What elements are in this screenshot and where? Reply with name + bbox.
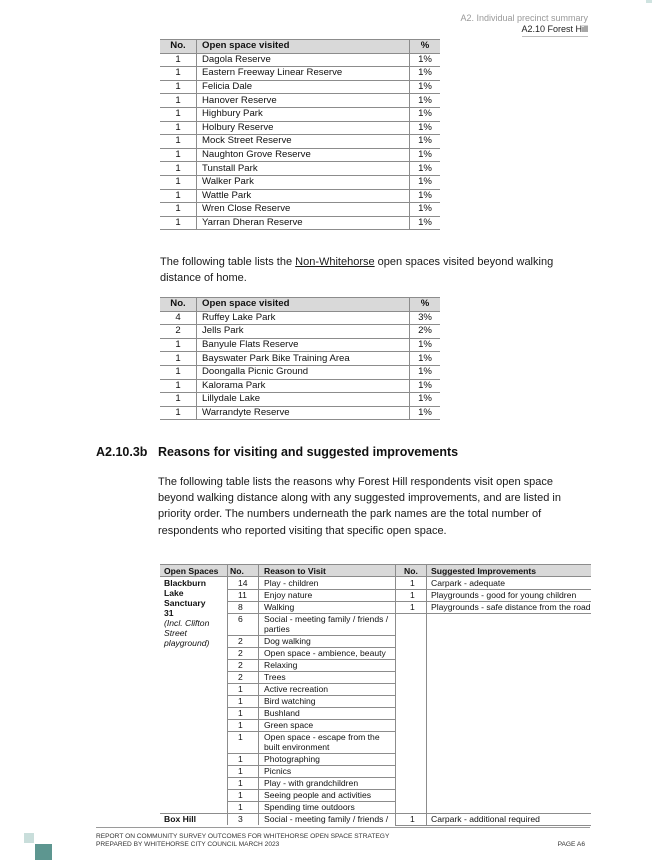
- row-divider: [395, 613, 591, 614]
- table-row: [160, 365, 440, 379]
- reason-text: Walking: [264, 602, 295, 612]
- table-row: [160, 148, 440, 162]
- reason-text: Bird watching: [264, 696, 316, 706]
- column-divider: [258, 813, 259, 825]
- reason-count: 1: [238, 790, 243, 800]
- row-name: Kalorama Park: [197, 379, 410, 393]
- improvement-count: 1: [410, 578, 415, 588]
- row-name: Highbury Park: [197, 107, 410, 121]
- table-row: [160, 107, 440, 121]
- row-name: Jells Park: [197, 325, 410, 339]
- footer-line-1: REPORT ON COMMUNITY SURVEY OUTCOMES FOR WHITEHORSE OPEN SPACE STRATEGY: [96, 833, 390, 840]
- reason-text: Enjoy nature: [264, 590, 313, 600]
- footer-line-2: PREPARED BY WHITEHORSE CITY COUNCIL MARCH 2023: [96, 841, 280, 848]
- row-name: Ruffey Lake Park: [197, 311, 410, 325]
- row-name: Felicia Dale: [197, 80, 410, 94]
- reason-count: 11: [238, 590, 247, 600]
- reason-text: Green space: [264, 720, 314, 730]
- col-header-name: Open space visited: [197, 298, 410, 312]
- reason-text: built environment: [264, 742, 330, 752]
- row-pct: 1%: [410, 94, 441, 108]
- row-no: 1: [160, 203, 197, 217]
- reason-text: Spending time outdoors: [264, 802, 355, 812]
- row-divider: [395, 825, 591, 826]
- corner-accent: [646, 0, 652, 3]
- header-section: A2. Individual precinct summary: [460, 13, 588, 23]
- para-underlined-term: Non-Whitehorse: [295, 256, 375, 268]
- reason-text: Active recreation: [264, 684, 329, 694]
- reason-text: Social - meeting family / friends /: [264, 814, 389, 824]
- improvement-count: 1: [410, 590, 415, 600]
- row-no: 1: [160, 352, 197, 366]
- row-name: Warrandyte Reserve: [197, 406, 410, 420]
- row-pct: 3%: [410, 311, 441, 325]
- reason-text: Dog walking: [264, 636, 311, 646]
- open-space-table-whitehorse: [160, 39, 440, 230]
- section-title: Reasons for visiting and suggested improvements: [158, 445, 459, 459]
- reason-text: Play - with grandchildren: [264, 778, 359, 788]
- page-header: [460, 13, 588, 35]
- row-pct: 1%: [410, 203, 441, 217]
- reason-text: Social - meeting family / friends /: [264, 614, 389, 624]
- improvement-text: Playgrounds - safe distance from the road: [431, 602, 591, 612]
- reason-count: 2: [238, 660, 243, 670]
- column-divider: [426, 577, 427, 813]
- table-row: [160, 175, 440, 189]
- col-header-pct: %: [410, 298, 441, 312]
- row-name: Holbury Reserve: [197, 121, 410, 135]
- row-name: Wren Close Reserve: [197, 203, 410, 217]
- row-pct: 1%: [410, 53, 441, 67]
- intro-paragraph-non-whitehorse: [160, 255, 570, 286]
- reason-text: Trees: [264, 672, 286, 682]
- reason-count: 1: [238, 732, 243, 742]
- page-number: PAGE A6: [557, 841, 585, 848]
- row-no: 1: [160, 379, 197, 393]
- footer: [96, 833, 389, 849]
- table-row: [160, 121, 440, 135]
- table-row: [160, 325, 440, 339]
- reason-count: 1: [238, 708, 243, 718]
- column-divider: [227, 564, 228, 577]
- reason-count: 1: [238, 802, 243, 812]
- improvement-count: 1: [410, 602, 415, 612]
- reason-text: Photographing: [264, 754, 320, 764]
- row-no: 1: [160, 162, 197, 176]
- improvement-text: Playgrounds - good for young children: [431, 590, 577, 600]
- row-no: 1: [160, 121, 197, 135]
- reason-text: Seeing people and activities: [264, 790, 372, 800]
- para-text-after: open spaces visited beyond walking distance of home.: [160, 256, 554, 284]
- improvement-text: Carpark - additional required: [431, 814, 540, 824]
- reason-text: Bushland: [264, 708, 300, 718]
- open-space-note: playground): [164, 638, 210, 648]
- row-name: Bayswater Park Bike Training Area: [197, 352, 410, 366]
- table-row: [160, 94, 440, 108]
- row-no: 1: [160, 67, 197, 81]
- row-pct: 1%: [410, 379, 441, 393]
- table-row: [160, 53, 440, 67]
- col-header-reason: Reason to Visit: [264, 566, 326, 576]
- row-pct: 1%: [410, 393, 441, 407]
- row-no: 1: [160, 393, 197, 407]
- row-pct: 1%: [410, 338, 441, 352]
- row-no: 1: [160, 135, 197, 149]
- reason-text: Relaxing: [264, 660, 298, 670]
- col-header-no: No.: [230, 566, 244, 576]
- column-divider: [426, 813, 427, 825]
- row-no: 4: [160, 311, 197, 325]
- table-row: [160, 67, 440, 81]
- row-name: Naughton Grove Reserve: [197, 148, 410, 162]
- row-no: 1: [160, 107, 197, 121]
- row-name: Hanover Reserve: [197, 94, 410, 108]
- row-pct: 1%: [410, 67, 441, 81]
- row-pct: 1%: [410, 121, 441, 135]
- row-pct: 1%: [410, 80, 441, 94]
- para-text-before: The following table lists the: [160, 256, 296, 268]
- open-space-name: Box Hill: [164, 814, 196, 824]
- row-pct: 1%: [410, 175, 441, 189]
- row-pct: 1%: [410, 365, 441, 379]
- column-divider: [426, 564, 427, 577]
- col-header-no: No.: [160, 40, 197, 54]
- row-no: 1: [160, 338, 197, 352]
- open-space-name: Blackburn: [164, 578, 207, 588]
- row-no: 1: [160, 189, 197, 203]
- column-divider: [227, 577, 228, 813]
- row-pct: 1%: [410, 189, 441, 203]
- row-divider: [227, 765, 395, 766]
- row-no: 1: [160, 53, 197, 67]
- row-name: Tunstall Park: [197, 162, 410, 176]
- col-header-no: No.: [160, 298, 197, 312]
- row-pct: 1%: [410, 352, 441, 366]
- table-row: [160, 393, 440, 407]
- table-row: [160, 80, 440, 94]
- row-no: 1: [160, 406, 197, 420]
- decorative-square-light: [24, 833, 34, 843]
- open-space-note: (Incl. Clifton: [164, 618, 210, 628]
- row-divider: [227, 671, 395, 672]
- col-header-improvements: Suggested Improvements: [431, 566, 537, 576]
- reason-text: parties: [264, 624, 290, 634]
- row-no: 1: [160, 94, 197, 108]
- col-header-pct: %: [410, 40, 441, 54]
- reason-count: 1: [238, 778, 243, 788]
- section-number: A2.10.3b: [96, 445, 148, 459]
- row-pct: 1%: [410, 148, 441, 162]
- row-no: 1: [160, 148, 197, 162]
- table-row: [160, 311, 440, 325]
- row-pct: 1%: [410, 107, 441, 121]
- header-rule: [522, 36, 588, 37]
- column-divider: [395, 813, 396, 825]
- reason-count: 1: [238, 720, 243, 730]
- row-divider: [227, 659, 395, 660]
- row-name: Yarran Dheran Reserve: [197, 216, 410, 230]
- table-row: [160, 189, 440, 203]
- row-pct: 1%: [410, 406, 441, 420]
- row-pct: 1%: [410, 216, 441, 230]
- column-divider: [258, 564, 259, 577]
- row-divider: [227, 707, 395, 708]
- decorative-square-dark: [35, 844, 52, 860]
- open-space-name: 31: [164, 608, 174, 618]
- reason-count: 1: [238, 684, 243, 694]
- reason-text: Open space - ambience, beauty: [264, 648, 386, 658]
- row-no: 1: [160, 80, 197, 94]
- section-paragraph: The following table lists the reasons why Forest Hill respondents visit open space beyond walking distance along with any suggested improvements, and are listed in priority order. The numbers underneath the park names are the total number of respondents who reported visiting that specific open space.: [158, 476, 561, 537]
- table-row: [160, 203, 440, 217]
- reason-count: 6: [238, 614, 243, 624]
- column-divider: [395, 577, 396, 813]
- improvement-count: 1: [410, 814, 415, 824]
- reason-text: Play - children: [264, 578, 319, 588]
- row-name: Mock Street Reserve: [197, 135, 410, 149]
- table-row: [160, 338, 440, 352]
- table-row: [160, 216, 440, 230]
- table-row: [160, 379, 440, 393]
- reason-count: 8: [238, 602, 243, 612]
- improvement-text: Carpark - adequate: [431, 578, 506, 588]
- open-space-note: Street: [164, 628, 187, 638]
- row-pct: 1%: [410, 162, 441, 176]
- column-divider: [395, 564, 396, 577]
- row-no: 1: [160, 175, 197, 189]
- reason-count: 1: [238, 754, 243, 764]
- table-row: [160, 135, 440, 149]
- reason-count: 2: [238, 648, 243, 658]
- table-row: [160, 162, 440, 176]
- column-divider: [227, 813, 228, 825]
- row-name: Doongalla Picnic Ground: [197, 365, 410, 379]
- row-pct: 2%: [410, 325, 441, 339]
- row-name: Wattle Park: [197, 189, 410, 203]
- col-header-no2: No.: [404, 566, 418, 576]
- header-subsection: A2.10 Forest Hill: [521, 24, 588, 34]
- reason-count: 2: [238, 636, 243, 646]
- row-name: Lillydale Lake: [197, 393, 410, 407]
- reason-count: 3: [238, 814, 243, 824]
- row-divider: [227, 635, 395, 636]
- row-name: Banyule Flats Reserve: [197, 338, 410, 352]
- row-no: 2: [160, 325, 197, 339]
- row-divider: [227, 601, 395, 602]
- open-space-name: Sanctuary: [164, 598, 206, 608]
- open-space-table-non-whitehorse: [160, 297, 440, 420]
- row-pct: 1%: [410, 135, 441, 149]
- column-divider: [258, 577, 259, 813]
- row-name: Walker Park: [197, 175, 410, 189]
- reason-count: 14: [238, 578, 248, 588]
- table-row: [160, 406, 440, 420]
- row-name: Eastern Freeway Linear Reserve: [197, 67, 410, 81]
- reason-text: Picnics: [264, 766, 292, 776]
- row-no: 1: [160, 216, 197, 230]
- reason-count: 2: [238, 672, 243, 682]
- reason-count: 1: [238, 766, 243, 776]
- col-header-name: Open space visited: [197, 40, 410, 54]
- row-no: 1: [160, 365, 197, 379]
- table-row: [160, 352, 440, 366]
- footer-rule: [96, 827, 590, 828]
- open-space-name: Lake: [164, 588, 184, 598]
- reason-count: 1: [238, 696, 243, 706]
- row-name: Dagola Reserve: [197, 53, 410, 67]
- reason-text: Open space - escape from the: [264, 732, 380, 742]
- col-header-open-spaces: Open Spaces: [164, 566, 219, 576]
